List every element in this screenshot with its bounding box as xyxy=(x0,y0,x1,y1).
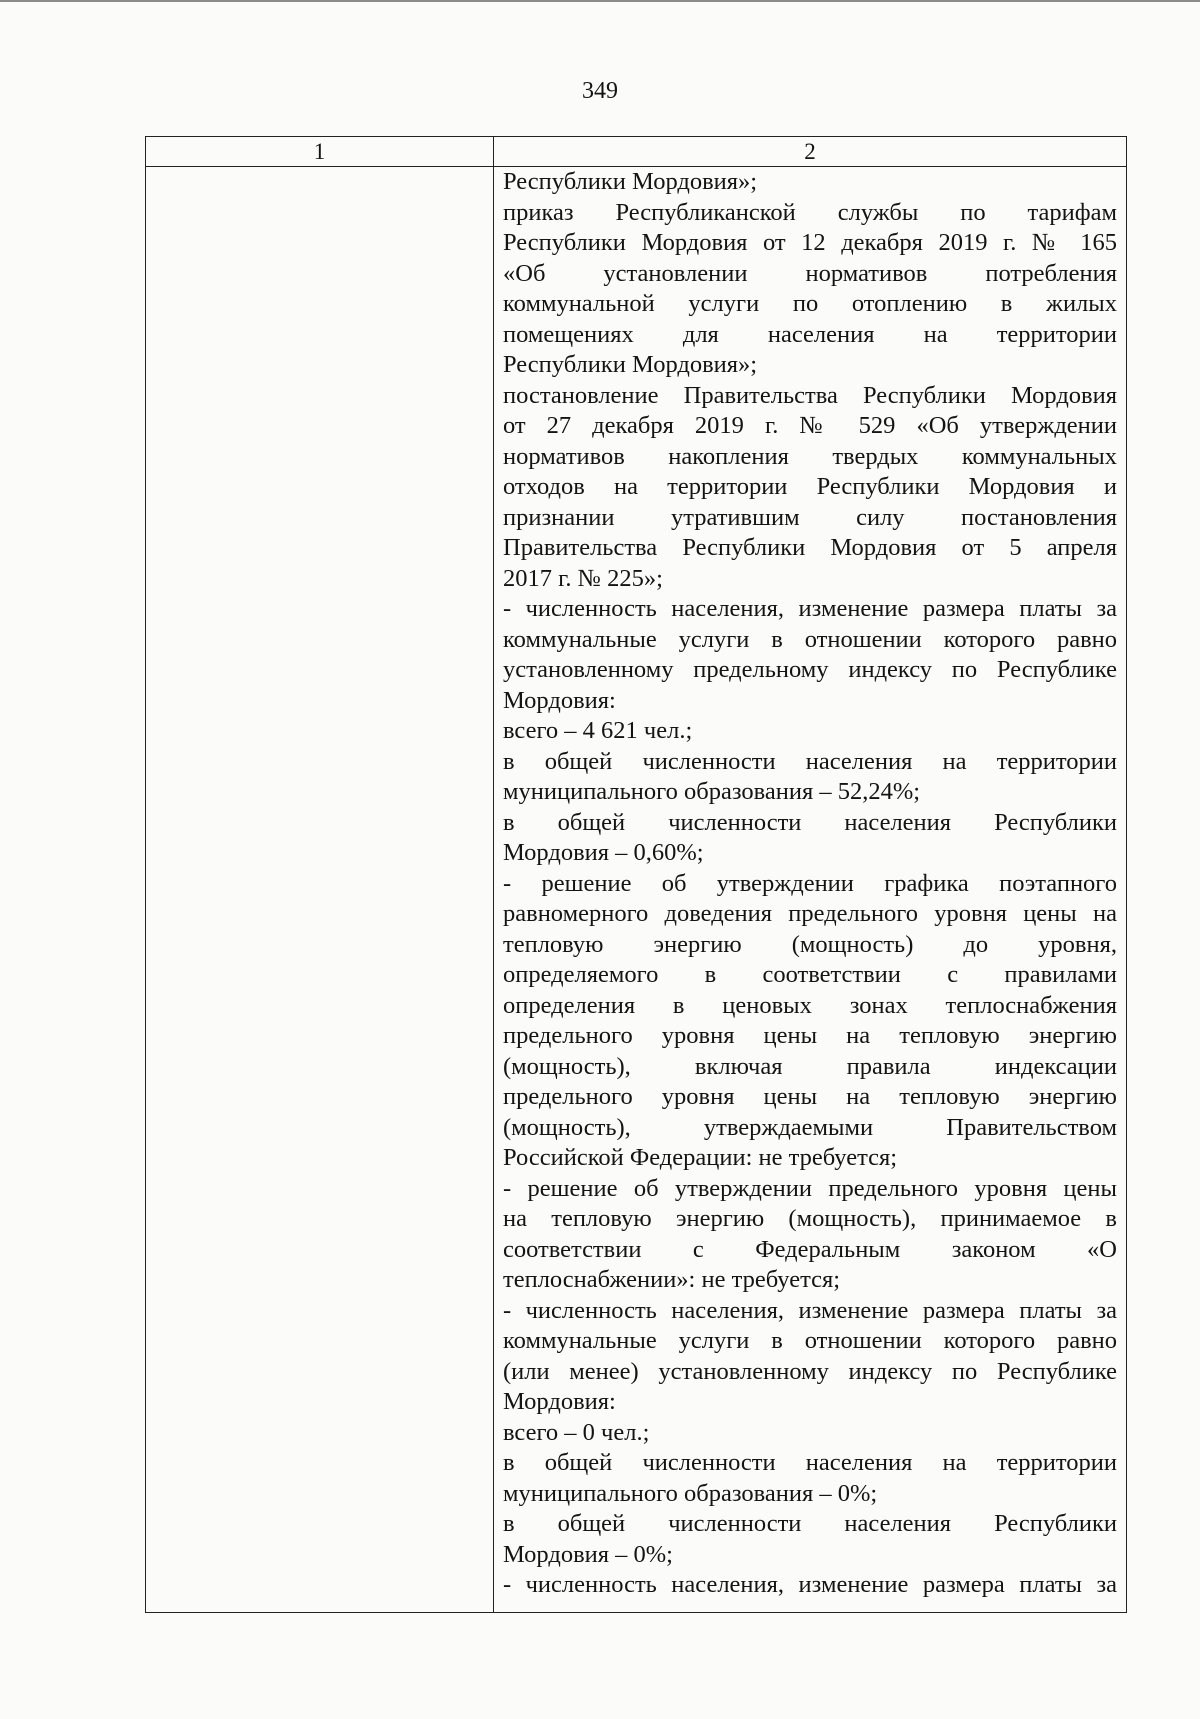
text-line: на тепловую энергию (мощность), принимаемое в xyxy=(503,1205,1117,1232)
text-line: нормативов накопления твердых коммунальных xyxy=(503,442,1117,470)
top-scan-edge xyxy=(0,0,1200,2)
text-line: Мордовия: xyxy=(503,686,616,714)
table-header-row xyxy=(146,137,1126,167)
text-line: коммунальной услуги по отоплению в жилых xyxy=(503,290,1117,317)
text-line: установленному предельному индексу по Республике xyxy=(503,656,1117,683)
text-line: 2017 г. № 225»; xyxy=(503,564,663,592)
text-line: - решение об утверждении графика поэтапного xyxy=(503,869,1117,897)
text-line: Российской Федерации: не требуется; xyxy=(503,1144,898,1171)
text-line: в общей численности населения на территории xyxy=(503,1449,1117,1476)
text-line: признании утратившим силу постановления xyxy=(503,503,1117,531)
text-line: муниципального образования – 52,24%; xyxy=(503,778,921,805)
text-line: - численность населения, изменение размера платы за xyxy=(503,595,1117,622)
text-line: от 27 декабря 2019 г. № 529 «Об утверждении xyxy=(503,412,1117,439)
text-line: всего – 4 621 чел.; xyxy=(503,717,693,744)
text-line: предельного уровня цены на тепловую энергию xyxy=(503,1022,1117,1049)
text-line: «Об установлении нормативов потребления xyxy=(503,259,1117,287)
text-line: (или менее) установленному индексу по Республике xyxy=(503,1357,1117,1385)
table-cell-col-2 xyxy=(503,167,1117,1601)
text-line: муниципального образования – 0%; xyxy=(503,1479,878,1507)
text-line: Мордовия – 0%; xyxy=(503,1540,673,1568)
text-line: определения в ценовых зонах теплоснабжения xyxy=(503,991,1117,1019)
text-line: отходов на территории Республики Мордовия и xyxy=(503,473,1117,500)
text-line: определяемого в соответствии с правилами xyxy=(503,961,1117,988)
text-line: постановление Правительства Республики Мордовия xyxy=(503,381,1117,409)
text-line: Мордовия – 0,60%; xyxy=(503,839,704,866)
text-line: - численность населения, изменение размера платы за xyxy=(503,1571,1117,1598)
text-line: равномерного доведения предельного уровня цены на xyxy=(503,900,1117,927)
text-line: в общей численности населения Республики xyxy=(503,808,1117,836)
text-line: Правительства Республики Мордовия от 5 апреля xyxy=(503,534,1117,561)
page-number: 349 xyxy=(582,78,618,104)
table-header-col-2: 2 xyxy=(804,139,816,164)
text-line: Республики Мордовия от 12 декабря 2019 г. № 165 xyxy=(503,229,1117,256)
table-header-col-1: 1 xyxy=(313,139,326,164)
text-line: - численность населения, изменение размера платы за xyxy=(503,1296,1117,1324)
text-line: в общей численности населения Республики xyxy=(503,1510,1117,1537)
text-line: всего – 0 чел.; xyxy=(503,1418,650,1446)
text-line: тепловую энергию (мощность) до уровня, xyxy=(503,930,1117,958)
text-line: помещениях для населения на территории xyxy=(503,320,1117,348)
text-line: коммунальные услуги в отношении которого равно xyxy=(503,1327,1117,1354)
text-line: Мордовия: xyxy=(503,1388,616,1415)
text-line: соответствии с Федеральным законом «О xyxy=(503,1235,1117,1263)
text-line: (мощность), включая правила индексации xyxy=(503,1052,1117,1080)
text-line: коммунальные услуги в отношении которого равно xyxy=(503,625,1117,653)
text-line: в общей численности населения на территории xyxy=(503,747,1117,775)
text-line: теплоснабжении»: не требуется; xyxy=(503,1266,841,1293)
text-line: (мощность), утверждаемыми Правительством xyxy=(503,1113,1117,1141)
text-line: Республики Мордовия»; xyxy=(503,351,758,378)
text-line: приказ Республиканской службы по тарифам xyxy=(503,198,1117,226)
document-table xyxy=(145,136,1127,1613)
text-line: - решение об утверждении предельного уровня цены xyxy=(503,1174,1117,1202)
text-line: предельного уровня цены на тепловую энергию xyxy=(503,1083,1117,1110)
text-line: Республики Мордовия»; xyxy=(503,168,758,195)
column-divider xyxy=(493,137,494,1612)
